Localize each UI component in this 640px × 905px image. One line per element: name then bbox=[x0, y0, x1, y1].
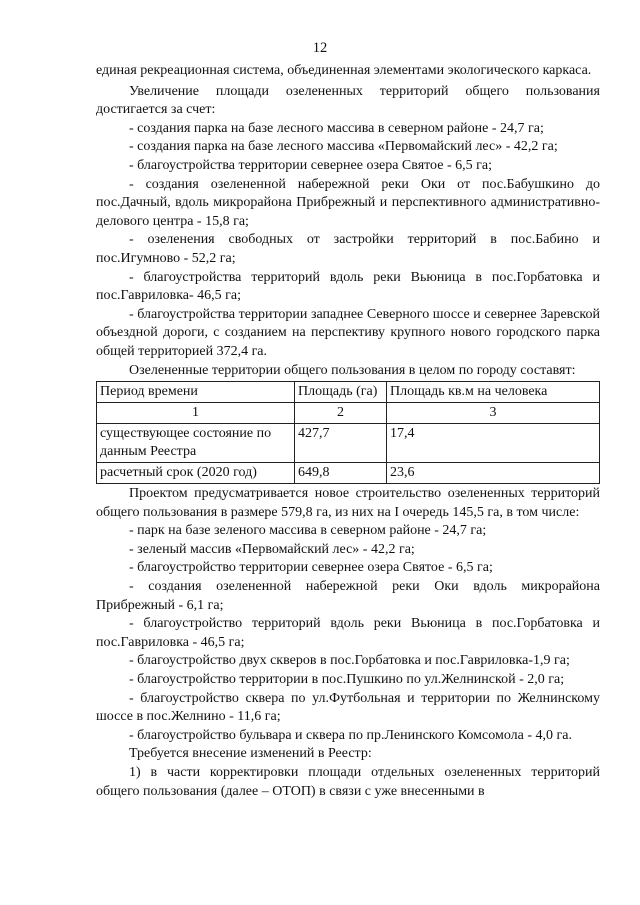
page-number: 12 bbox=[312, 40, 328, 56]
project-item: - благоустройство сквера по ул.Футбольная и территории по Желнинскому шоссе в пос.Желнино - 11,6 га; bbox=[96, 690, 600, 725]
project-item: - благоустройство территорий вдоль реки Вьюница в пос.Горбатовка и пос.Гавриловка - 46,5 га; bbox=[96, 616, 600, 650]
project-item: - благоустройство территории в пос.Пушкино по ул.Желнинской - 2,0 га; bbox=[129, 672, 565, 688]
page-body bbox=[96, 62, 600, 801]
table-number-cell: 2 bbox=[295, 403, 387, 424]
table-cell: расчетный срок (2020 год) bbox=[97, 463, 295, 484]
project-item: - зеленый массив «Первомайский лес» - 42,2 га; bbox=[129, 541, 415, 557]
table-header-cell: Период времени bbox=[97, 382, 295, 403]
table-header-cell: Площадь кв.м на человека bbox=[387, 382, 600, 403]
increase-item: - благоустройства территории севернее озера Святое - 6,5 га; bbox=[129, 157, 492, 173]
project-item: - благоустройство территории севернее озера Святое - 6,5 га; bbox=[129, 560, 493, 576]
table-number-cell: 1 bbox=[97, 403, 295, 424]
table-number-cell: 3 bbox=[387, 403, 600, 424]
increase-item: - создания парка на базе лесного массива «Первомайский лес» - 42,2 га; bbox=[129, 139, 558, 155]
table-cell: 649,8 bbox=[295, 463, 387, 484]
registry-item: 1) в части корректировки площади отдельных озелененных территорий общего пользования (далее – ОТОП) в связи с уже внесенными в bbox=[96, 765, 600, 799]
table-intro: Озелененные территории общего пользования в целом по городу составят: bbox=[129, 362, 576, 378]
project-item: - создания озелененной набережной реки Оки вдоль микрорайона Прибрежный - 6,1 га; bbox=[96, 579, 600, 613]
increase-item: - благоустройства территорий вдоль реки Вьюница в пос.Горбатовка и пос.Гавриловка- 46,5 га; bbox=[96, 269, 600, 304]
intro-paragraph: единая рекреационная система, объединенная элементами экологического каркаса. bbox=[96, 63, 592, 78]
table-number-row bbox=[97, 403, 600, 424]
project-item: - благоустройство двух скверов в пос.Горбатовка и пос.Гавриловка-1,9 га; bbox=[129, 653, 570, 669]
table-header-row bbox=[97, 382, 600, 403]
table-cell: 23,6 bbox=[387, 463, 600, 484]
increase-item: - озеленения свободных от застройки территорий в пос.Бабино и пос.Игумново - 52,2 га; bbox=[96, 232, 600, 266]
green-areas-table bbox=[96, 381, 600, 484]
increase-item: - создания озелененной набережной реки Оки от пос.Бабушкино до пос.Дачный, вдоль микрорайона Прибрежный и перспективного административно-делового центра - 15,8 га; bbox=[96, 176, 600, 229]
table-row bbox=[97, 424, 600, 463]
table-row bbox=[97, 463, 600, 484]
registry-heading: Требуется внесение изменений в Реестр: bbox=[129, 746, 372, 762]
project-item: - парк на базе зеленого массива в северном районе - 24,7 га; bbox=[129, 523, 487, 539]
project-item: - благоустройство бульвара и сквера по пр.Ленинского Комсомола - 4,0 га. bbox=[129, 727, 572, 743]
increase-item: - создания парка на базе лесного массива в северном районе - 24,7 га; bbox=[129, 120, 544, 136]
increase-heading: Увеличение площади озелененных территорий общего пользования достигается за счет: bbox=[96, 83, 600, 118]
increase-item: - благоустройства территории западнее Северного шоссе и севернее Заревской объездной дороги, с созданием на перспективу крупного нового городского парка общей территорией 372,4 га. bbox=[96, 306, 600, 359]
table-cell: 427,7 bbox=[295, 424, 387, 463]
table-header-cell: Площадь (га) bbox=[295, 382, 387, 403]
project-intro: Проектом предусматривается новое строительство озелененных территорий общего пользования в размере 579,8 га, из них на I очередь 145,5 га, в том числе: bbox=[96, 486, 600, 520]
table-cell: 17,4 bbox=[387, 424, 600, 463]
table-cell: существующее состояние по данным Реестра bbox=[97, 424, 295, 463]
